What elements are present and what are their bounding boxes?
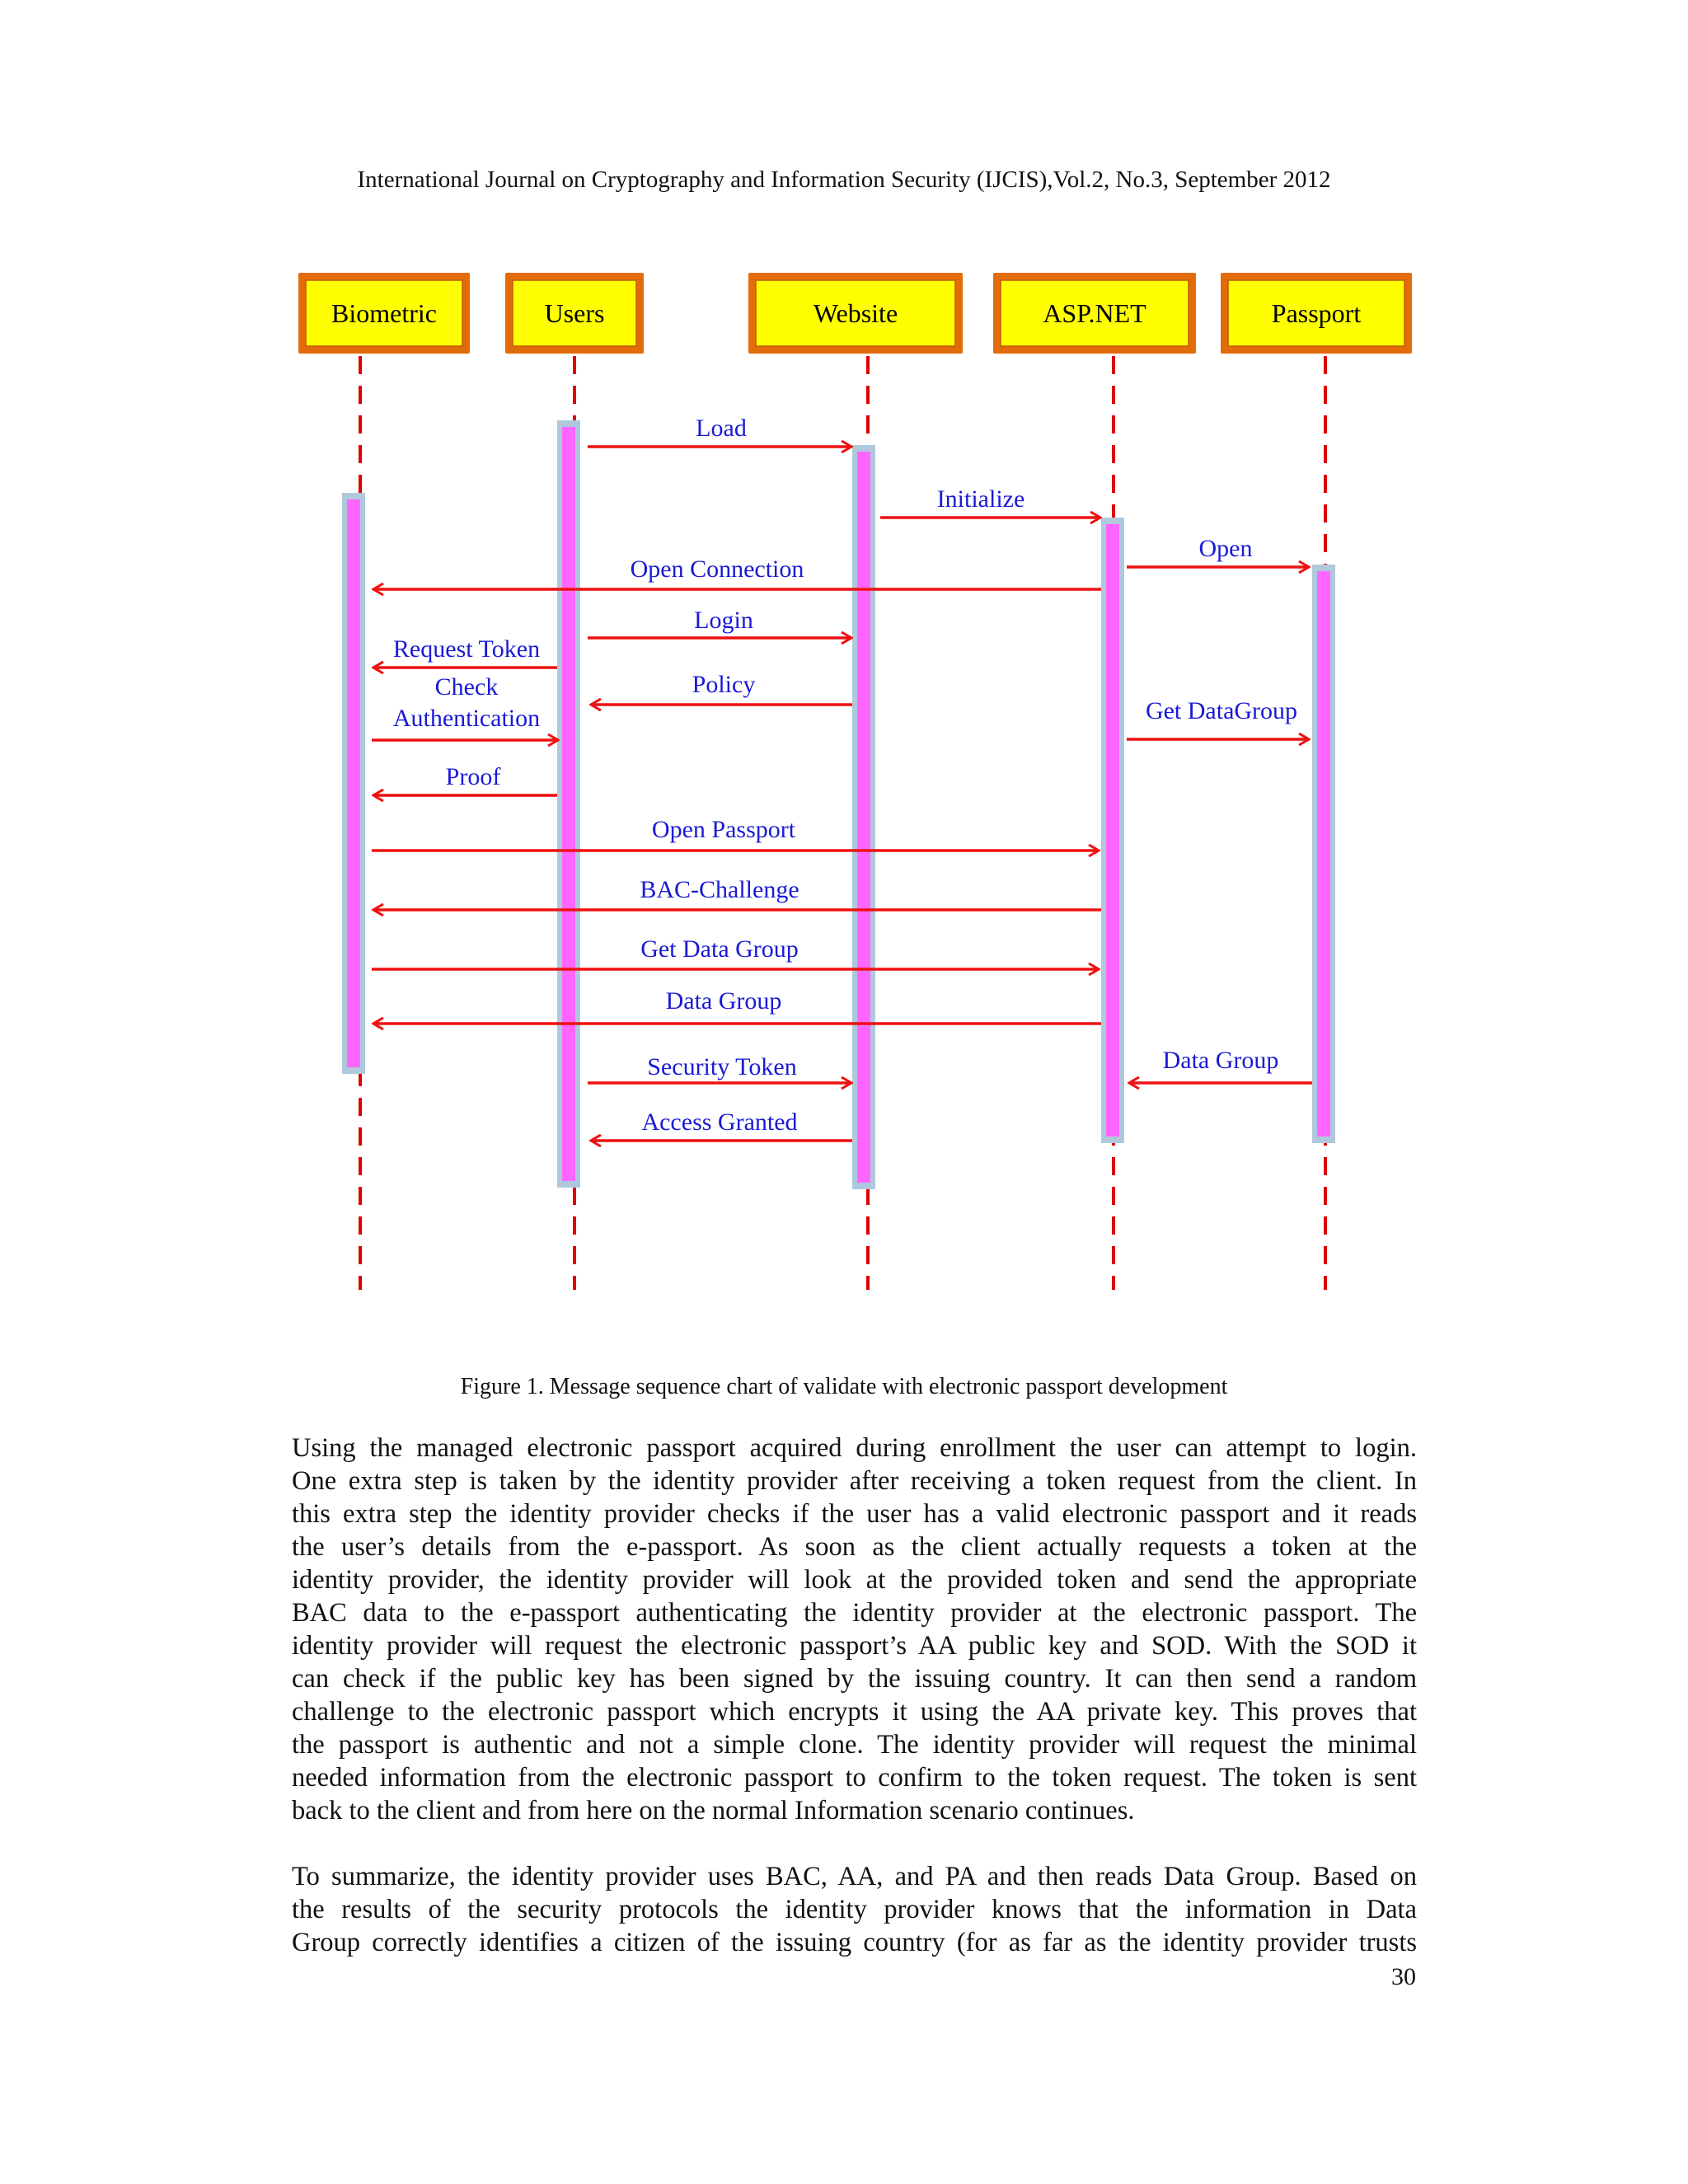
paragraph-line: To summarize, the identity provider uses BAC, AA, and PA and then reads Data Group. Based on [292,1862,1417,1891]
paragraph-line: needed information from the electronic passport to confirm to the token request. The token is sent [292,1763,1417,1793]
paragraph-line: Using the managed electronic passport acquired during enrollment the user can attempt to login. [292,1433,1417,1463]
paragraph-line: challenge to the electronic passport which encrypts it using the AA private key. This proves that [292,1697,1417,1727]
message-label: Data Group [1162,1047,1279,1074]
message-label: Load [696,415,747,442]
paragraph-line: the results of the security protocols the identity provider knows that the information in Data [292,1895,1417,1924]
message-label: Get Data Group [640,935,799,963]
page-number: 30 [1391,1963,1416,1990]
message-label: Open [1198,535,1253,562]
paragraph-line: BAC data to the e-passport authenticating the identity provider at the electronic passport. The [292,1598,1417,1628]
activation-bar-passport [1317,571,1330,1137]
body-paragraph-1 [292,1432,1417,1827]
actor-label-website: Website [813,298,898,328]
message-label: Login [694,607,753,634]
message-label: Open Passport [651,816,796,843]
actor-label-users: Users [544,298,605,328]
figure-caption: Figure 1. Message sequence chart of validate with electronic passport development [460,1374,1228,1399]
paragraph-line: can check if the public key has been signed by the issuing country. It can then send a random [292,1664,1417,1694]
message-label: BAC-Challenge [640,876,799,903]
paragraph-line: Group correctly identifies a citizen of the issuing country (for as far as the identity provider trusts [292,1928,1417,1957]
actor-label-aspnet: ASP.NET [1043,298,1146,328]
message-label: Check Authentication [392,673,541,732]
message-label: Proof [445,763,501,790]
actor-label-biometric: Biometric [331,298,437,328]
body-paragraph-2 [292,1860,1417,1959]
message-label: Policy [692,671,756,698]
paragraph-line: identity provider, the identity provider will look at the provided token and send the appropriate [292,1565,1417,1595]
paragraph-line: the passport is authentic and not a simple clone. The identity provider will request the minimal [292,1730,1417,1760]
activation-bar-users [562,427,575,1181]
paragraph-line: back to the client and from here on the normal Information scenario continues. [292,1796,1135,1825]
activation-bar-aspnet [1106,524,1119,1137]
actor-label-passport: Passport [1271,298,1362,328]
message-label: Initialize [936,485,1025,513]
message-label: Get DataGroup [1145,697,1298,724]
paragraph-line: the user’s details from the e-passport. As soon as the client actually requests a token at the [292,1532,1417,1562]
message-label: Open Connection [630,555,804,583]
paragraph-line: identity provider will request the electronic passport’s AA public key and SOD. With the SOD it [292,1631,1417,1661]
message-label: Request Token [392,635,541,663]
activation-bar-website [857,452,870,1183]
message-label: Data Group [665,987,782,1015]
running-header: International Journal on Cryptography and Information Security (IJCIS),Vol.2, No.3, September 2012 [357,166,1331,193]
activation-bar-biometric [347,499,360,1067]
paragraph-line: One extra step is taken by the identity provider after receiving a token request from the client. In [292,1466,1417,1496]
message-label: Security Token [647,1053,797,1080]
message-label: Access Granted [641,1108,798,1136]
paragraph-line: this extra step the identity provider checks if the user has a valid electronic passport and it reads [292,1499,1417,1529]
